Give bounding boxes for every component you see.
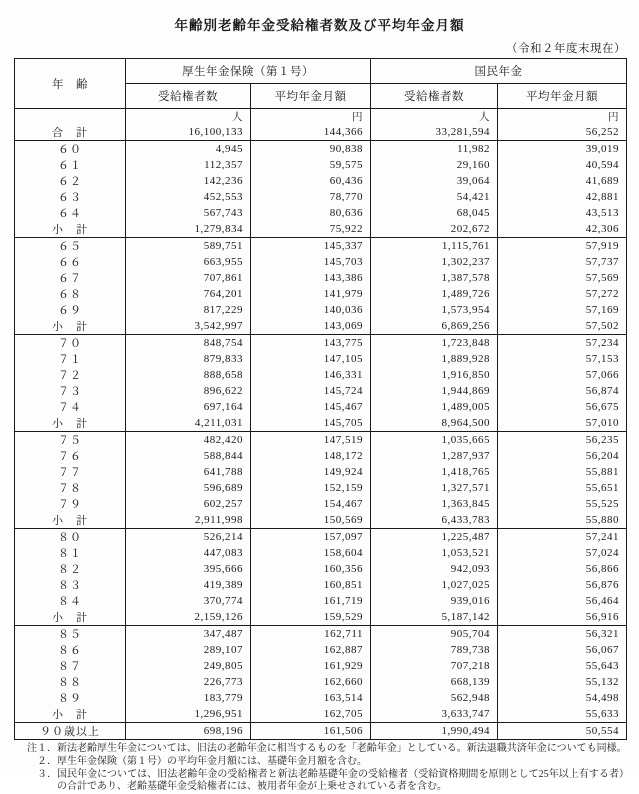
value-cell: 158,604 bbox=[251, 545, 371, 561]
value-cell: 56,067 bbox=[498, 642, 627, 658]
value-cell: 148,172 bbox=[251, 448, 371, 464]
value-cell: 152,159 bbox=[251, 480, 371, 496]
value-cell: 55,132 bbox=[498, 674, 627, 690]
age-90-over-section bbox=[15, 723, 627, 740]
value-cell: 482,420 bbox=[126, 432, 251, 449]
value-cell: 75,922 bbox=[251, 221, 371, 238]
value-cell: 146,331 bbox=[251, 367, 371, 383]
table-row bbox=[15, 706, 627, 723]
table-row bbox=[15, 351, 627, 367]
value-cell: 162,711 bbox=[251, 626, 371, 643]
value-cell: 43,513 bbox=[498, 205, 627, 221]
age-cell: ６４ bbox=[15, 205, 126, 221]
value-cell: 668,139 bbox=[371, 674, 498, 690]
value-cell: 145,467 bbox=[251, 399, 371, 415]
age-cell: ６５ bbox=[15, 238, 126, 255]
value-cell: 42,306 bbox=[498, 221, 627, 238]
age-cell: ６６ bbox=[15, 254, 126, 270]
value-cell: 29,160 bbox=[371, 157, 498, 173]
value-cell: 641,788 bbox=[126, 464, 251, 480]
table-row bbox=[15, 690, 627, 706]
value-cell: 939,016 bbox=[371, 593, 498, 609]
table-row bbox=[15, 367, 627, 383]
age-cell: ７５ bbox=[15, 432, 126, 449]
subheader-recipients-kosei: 受給権者数 bbox=[126, 84, 251, 109]
age-cell: ８９ bbox=[15, 690, 126, 706]
value-cell: 55,525 bbox=[498, 496, 627, 512]
value-cell: 56,235 bbox=[498, 432, 627, 449]
age-cell: ７４ bbox=[15, 399, 126, 415]
value-cell: 848,754 bbox=[126, 335, 251, 352]
age-column-header: 年 齢 bbox=[15, 59, 126, 109]
value-cell: 16,100,133 bbox=[126, 124, 251, 141]
table-row bbox=[15, 496, 627, 512]
age-cell: ８１ bbox=[15, 545, 126, 561]
value-cell: 161,929 bbox=[251, 658, 371, 674]
table-row bbox=[15, 642, 627, 658]
value-cell: 141,979 bbox=[251, 286, 371, 302]
value-cell: 1,279,834 bbox=[126, 221, 251, 238]
value-cell: 602,257 bbox=[126, 496, 251, 512]
value-cell: 160,851 bbox=[251, 577, 371, 593]
table-row bbox=[15, 674, 627, 690]
value-cell: 5,187,142 bbox=[371, 609, 498, 626]
age-cell: ８５ bbox=[15, 626, 126, 643]
value-cell: 145,705 bbox=[251, 415, 371, 432]
value-cell: 1,053,521 bbox=[371, 545, 498, 561]
value-cell: 1,302,237 bbox=[371, 254, 498, 270]
value-cell: 147,519 bbox=[251, 432, 371, 449]
footnote-text: 国民年金については、旧法老齢年金の受給権者と新法老齢基礎年金の受給権者（受給資格期間を原則として25年以上有する者）の合計であり、老齢基礎年金受給権者には、被用者年金が上乗せされている者を含む。 bbox=[57, 768, 629, 793]
value-cell: 6,433,783 bbox=[371, 512, 498, 529]
age-cell: 小 計 bbox=[15, 706, 126, 723]
age-section bbox=[15, 238, 627, 335]
age-cell: ８４ bbox=[15, 593, 126, 609]
value-cell: 144,366 bbox=[251, 124, 371, 141]
age-cell: ７０ bbox=[15, 335, 126, 352]
value-cell: 1,944,869 bbox=[371, 383, 498, 399]
total-label-cell: 合 計 bbox=[15, 124, 126, 141]
value-cell: 1,035,665 bbox=[371, 432, 498, 449]
value-cell: 55,643 bbox=[498, 658, 627, 674]
value-cell: 395,666 bbox=[126, 561, 251, 577]
value-cell: 789,738 bbox=[371, 642, 498, 658]
age-cell: ８２ bbox=[15, 561, 126, 577]
value-cell: 57,153 bbox=[498, 351, 627, 367]
value-cell: 57,569 bbox=[498, 270, 627, 286]
footnote-number: 注１． bbox=[27, 743, 57, 754]
table-header bbox=[15, 59, 627, 109]
value-cell: 1,363,845 bbox=[371, 496, 498, 512]
value-cell: 50,554 bbox=[498, 723, 627, 740]
unit-cell: 人 bbox=[371, 109, 498, 125]
value-cell: 370,774 bbox=[126, 593, 251, 609]
value-cell: 905,704 bbox=[371, 626, 498, 643]
table-row bbox=[15, 529, 627, 546]
table-row bbox=[15, 270, 627, 286]
age-cell: ７３ bbox=[15, 383, 126, 399]
table-row bbox=[15, 173, 627, 189]
value-cell: 202,672 bbox=[371, 221, 498, 238]
value-cell: 1,115,761 bbox=[371, 238, 498, 255]
value-cell: 56,866 bbox=[498, 561, 627, 577]
value-cell: 4,945 bbox=[126, 141, 251, 158]
value-cell: 57,919 bbox=[498, 238, 627, 255]
age-cell: ６１ bbox=[15, 157, 126, 173]
table-row bbox=[15, 658, 627, 674]
value-cell: 68,045 bbox=[371, 205, 498, 221]
value-cell: 39,064 bbox=[371, 173, 498, 189]
value-cell: 1,990,494 bbox=[371, 723, 498, 740]
value-cell: 596,689 bbox=[126, 480, 251, 496]
value-cell: 419,389 bbox=[126, 577, 251, 593]
age-cell: ８６ bbox=[15, 642, 126, 658]
value-cell: 11,982 bbox=[371, 141, 498, 158]
value-cell: 90,838 bbox=[251, 141, 371, 158]
value-cell: 140,036 bbox=[251, 302, 371, 318]
value-cell: 161,506 bbox=[251, 723, 371, 740]
table-row bbox=[15, 545, 627, 561]
value-cell: 452,553 bbox=[126, 189, 251, 205]
table-row bbox=[15, 448, 627, 464]
value-cell: 80,636 bbox=[251, 205, 371, 221]
value-cell: 55,633 bbox=[498, 706, 627, 723]
value-cell: 588,844 bbox=[126, 448, 251, 464]
table-row bbox=[15, 254, 627, 270]
value-cell: 8,964,500 bbox=[371, 415, 498, 432]
age-cell: ７２ bbox=[15, 367, 126, 383]
value-cell: 60,436 bbox=[251, 173, 371, 189]
table-row bbox=[15, 221, 627, 238]
age-cell: 小 計 bbox=[15, 415, 126, 432]
value-cell: 57,169 bbox=[498, 302, 627, 318]
value-cell: 888,658 bbox=[126, 367, 251, 383]
value-cell: 54,498 bbox=[498, 690, 627, 706]
value-cell: 57,502 bbox=[498, 318, 627, 335]
value-cell: 3,633,747 bbox=[371, 706, 498, 723]
value-cell: 289,107 bbox=[126, 642, 251, 658]
value-cell: 1,489,726 bbox=[371, 286, 498, 302]
value-cell: 159,529 bbox=[251, 609, 371, 626]
value-cell: 226,773 bbox=[126, 674, 251, 690]
age-cell: ７７ bbox=[15, 464, 126, 480]
value-cell: 1,889,928 bbox=[371, 351, 498, 367]
value-cell: 143,069 bbox=[251, 318, 371, 335]
age-cell: ７８ bbox=[15, 480, 126, 496]
value-cell: 154,467 bbox=[251, 496, 371, 512]
value-cell: 157,097 bbox=[251, 529, 371, 546]
age-cell: ６９ bbox=[15, 302, 126, 318]
table-row bbox=[15, 399, 627, 415]
value-cell: 57,737 bbox=[498, 254, 627, 270]
units-row bbox=[15, 109, 627, 125]
table-row bbox=[15, 464, 627, 480]
header-row-groups bbox=[15, 59, 627, 84]
value-cell: 160,356 bbox=[251, 561, 371, 577]
age-cell: ８３ bbox=[15, 577, 126, 593]
value-cell: 526,214 bbox=[126, 529, 251, 546]
value-cell: 40,594 bbox=[498, 157, 627, 173]
value-cell: 57,234 bbox=[498, 335, 627, 352]
value-cell: 39,019 bbox=[498, 141, 627, 158]
age-cell: ８０ bbox=[15, 529, 126, 546]
footnote-text: 厚生年金保険（第１号）の平均年金月額には、基礎年金月額を含む。 bbox=[57, 755, 367, 767]
value-cell: 57,024 bbox=[498, 545, 627, 561]
value-cell: 55,651 bbox=[498, 480, 627, 496]
value-cell: 879,833 bbox=[126, 351, 251, 367]
table-row bbox=[15, 286, 627, 302]
table-row bbox=[15, 609, 627, 626]
value-cell: 143,386 bbox=[251, 270, 371, 286]
subheader-avg-amount-kosei: 平均年金月額 bbox=[251, 84, 371, 109]
value-cell: 33,281,594 bbox=[371, 124, 498, 141]
page-title: 年齢別老齢年金受給権者数及び平均年金月額 bbox=[174, 18, 465, 33]
age-cell: ６０ bbox=[15, 141, 126, 158]
table-row bbox=[15, 383, 627, 399]
value-cell: 55,881 bbox=[498, 464, 627, 480]
table-row bbox=[15, 335, 627, 352]
units-age-cell bbox=[15, 109, 126, 125]
value-cell: 663,955 bbox=[126, 254, 251, 270]
table-row bbox=[15, 205, 627, 221]
value-cell: 1,225,487 bbox=[371, 529, 498, 546]
group-header-kosei: 厚生年金保険（第１号） bbox=[126, 59, 371, 84]
table-row bbox=[15, 480, 627, 496]
age-section bbox=[15, 529, 627, 626]
table-row bbox=[15, 723, 627, 740]
table-row bbox=[15, 415, 627, 432]
age-cell: ８８ bbox=[15, 674, 126, 690]
value-cell: 1,418,765 bbox=[371, 464, 498, 480]
value-cell: 2,159,126 bbox=[126, 609, 251, 626]
value-cell: 6,869,256 bbox=[371, 318, 498, 335]
table-row bbox=[15, 157, 627, 173]
subheader-avg-amount-kokumin: 平均年金月額 bbox=[498, 84, 627, 109]
value-cell: 59,575 bbox=[251, 157, 371, 173]
value-cell: 1,296,951 bbox=[126, 706, 251, 723]
value-cell: 4,211,031 bbox=[126, 415, 251, 432]
age-cell: ７１ bbox=[15, 351, 126, 367]
value-cell: 57,010 bbox=[498, 415, 627, 432]
age-section bbox=[15, 626, 627, 723]
age-cell: ６３ bbox=[15, 189, 126, 205]
table-row bbox=[15, 318, 627, 335]
age-cell: ９０歳以上 bbox=[15, 723, 126, 740]
table-row bbox=[15, 141, 627, 158]
age-cell: ６８ bbox=[15, 286, 126, 302]
value-cell: 56,252 bbox=[498, 124, 627, 141]
table-row bbox=[15, 561, 627, 577]
value-cell: 145,724 bbox=[251, 383, 371, 399]
table-row bbox=[15, 512, 627, 529]
value-cell: 78,770 bbox=[251, 189, 371, 205]
value-cell: 56,204 bbox=[498, 448, 627, 464]
value-cell: 112,357 bbox=[126, 157, 251, 173]
age-cell: 小 計 bbox=[15, 221, 126, 238]
value-cell: 147,105 bbox=[251, 351, 371, 367]
value-cell: 589,751 bbox=[126, 238, 251, 255]
value-cell: 56,916 bbox=[498, 609, 627, 626]
as-of-date-note: （令和２年度末現在） bbox=[506, 43, 626, 55]
footnote-text: 新法老齢厚生年金については、旧法の老齢年金に相当するものを「老齢年金」としている。新法退職共済年金についても同様。 bbox=[57, 743, 627, 754]
value-cell: 764,201 bbox=[126, 286, 251, 302]
value-cell: 149,924 bbox=[251, 464, 371, 480]
value-cell: 1,723,848 bbox=[371, 335, 498, 352]
table-row bbox=[15, 593, 627, 609]
value-cell: 145,337 bbox=[251, 238, 371, 255]
value-cell: 143,775 bbox=[251, 335, 371, 352]
value-cell: 162,887 bbox=[251, 642, 371, 658]
value-cell: 161,719 bbox=[251, 593, 371, 609]
table-row bbox=[15, 626, 627, 643]
value-cell: 41,689 bbox=[498, 173, 627, 189]
age-cell: ６７ bbox=[15, 270, 126, 286]
table-row bbox=[15, 238, 627, 255]
value-cell: 162,705 bbox=[251, 706, 371, 723]
footnote-number: ２． bbox=[37, 755, 57, 767]
value-cell: 707,218 bbox=[371, 658, 498, 674]
age-section bbox=[15, 335, 627, 432]
value-cell: 150,569 bbox=[251, 512, 371, 529]
value-cell: 142,236 bbox=[126, 173, 251, 189]
footnotes bbox=[20, 743, 629, 794]
unit-cell: 円 bbox=[251, 109, 371, 125]
value-cell: 55,880 bbox=[498, 512, 627, 529]
value-cell: 57,066 bbox=[498, 367, 627, 383]
value-cell: 1,327,571 bbox=[371, 480, 498, 496]
unit-cell: 円 bbox=[498, 109, 627, 125]
age-cell: 小 計 bbox=[15, 512, 126, 529]
table-row bbox=[15, 302, 627, 318]
value-cell: 2,911,998 bbox=[126, 512, 251, 529]
table-row bbox=[15, 577, 627, 593]
value-cell: 707,861 bbox=[126, 270, 251, 286]
value-cell: 1,387,578 bbox=[371, 270, 498, 286]
value-cell: 567,743 bbox=[126, 205, 251, 221]
value-cell: 942,093 bbox=[371, 561, 498, 577]
age-section bbox=[15, 432, 627, 529]
value-cell: 817,229 bbox=[126, 302, 251, 318]
value-cell: 447,083 bbox=[126, 545, 251, 561]
value-cell: 42,881 bbox=[498, 189, 627, 205]
value-cell: 57,272 bbox=[498, 286, 627, 302]
value-cell: 1,573,954 bbox=[371, 302, 498, 318]
age-cell: ６２ bbox=[15, 173, 126, 189]
age-cell: 小 計 bbox=[15, 609, 126, 626]
value-cell: 1,489,005 bbox=[371, 399, 498, 415]
value-cell: 162,660 bbox=[251, 674, 371, 690]
value-cell: 698,196 bbox=[126, 723, 251, 740]
table-row bbox=[15, 189, 627, 205]
pension-table bbox=[14, 58, 627, 740]
value-cell: 1,287,937 bbox=[371, 448, 498, 464]
value-cell: 1,027,025 bbox=[371, 577, 498, 593]
footnote-3 bbox=[20, 769, 629, 794]
footnote-number: ３． bbox=[37, 768, 57, 780]
age-cell: 小 計 bbox=[15, 318, 126, 335]
grand-total-row bbox=[15, 124, 627, 141]
value-cell: 163,514 bbox=[251, 690, 371, 706]
age-cell: ７６ bbox=[15, 448, 126, 464]
value-cell: 56,321 bbox=[498, 626, 627, 643]
value-cell: 57,241 bbox=[498, 529, 627, 546]
value-cell: 56,675 bbox=[498, 399, 627, 415]
group-header-kokumin: 国民年金 bbox=[371, 59, 627, 84]
table-row bbox=[15, 432, 627, 449]
value-cell: 183,779 bbox=[126, 690, 251, 706]
value-cell: 1,916,850 bbox=[371, 367, 498, 383]
unit-cell: 人 bbox=[126, 109, 251, 125]
age-cell: ８７ bbox=[15, 658, 126, 674]
value-cell: 562,948 bbox=[371, 690, 498, 706]
value-cell: 56,876 bbox=[498, 577, 627, 593]
age-cell: ７９ bbox=[15, 496, 126, 512]
value-cell: 697,164 bbox=[126, 399, 251, 415]
value-cell: 145,703 bbox=[251, 254, 371, 270]
value-cell: 56,464 bbox=[498, 593, 627, 609]
value-cell: 3,542,997 bbox=[126, 318, 251, 335]
value-cell: 896,622 bbox=[126, 383, 251, 399]
value-cell: 56,874 bbox=[498, 383, 627, 399]
value-cell: 54,421 bbox=[371, 189, 498, 205]
value-cell: 249,805 bbox=[126, 658, 251, 674]
value-cell: 347,487 bbox=[126, 626, 251, 643]
totals-section bbox=[15, 109, 627, 141]
subheader-recipients-kokumin: 受給権者数 bbox=[371, 84, 498, 109]
age-section bbox=[15, 141, 627, 238]
footnote-1 bbox=[20, 743, 629, 756]
footnote-2 bbox=[20, 756, 629, 769]
